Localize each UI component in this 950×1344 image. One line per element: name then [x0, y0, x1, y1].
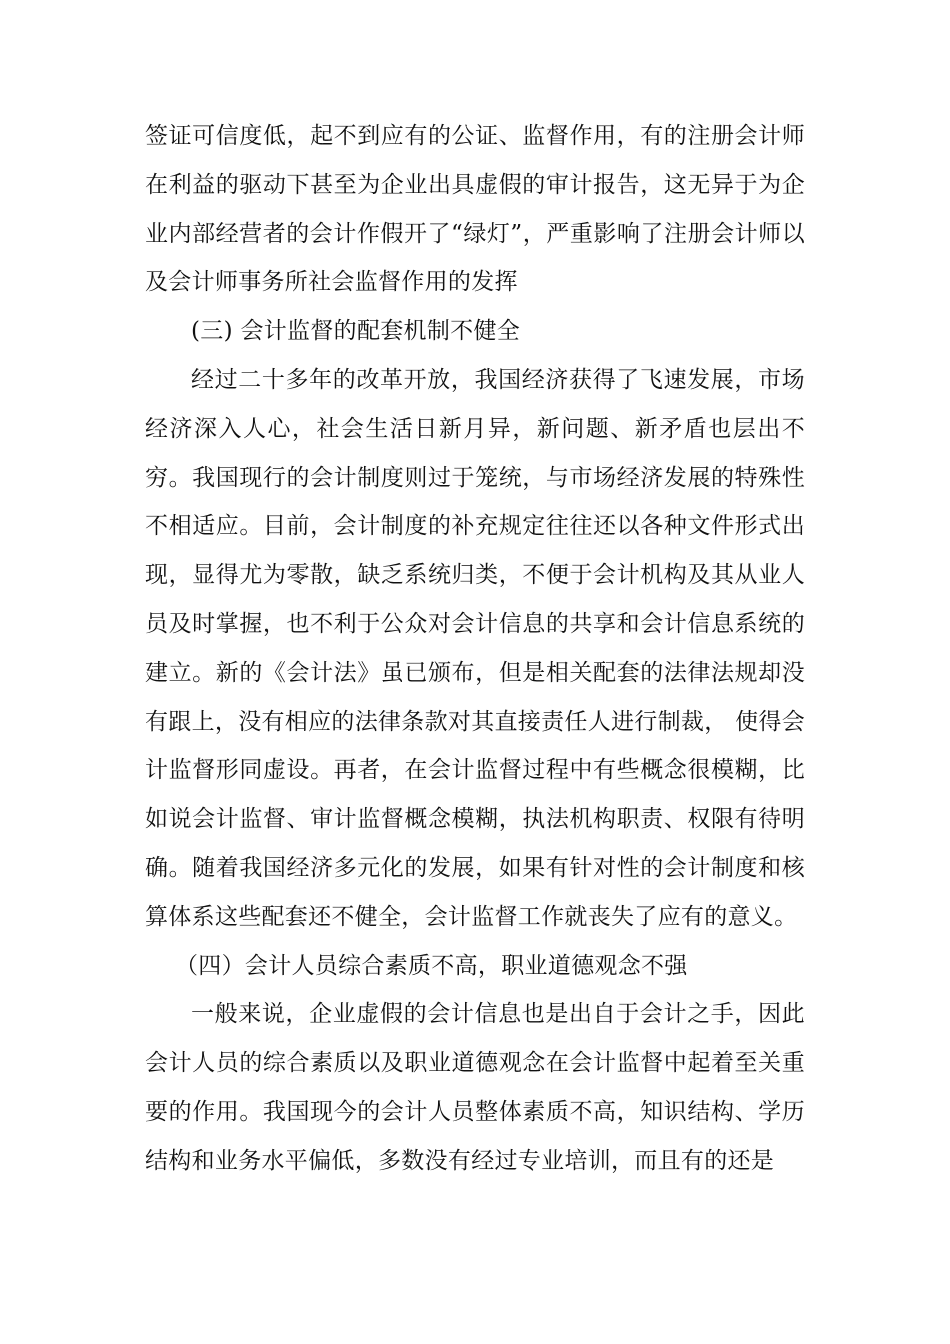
paragraph-section-3: 经过二十多年的改革开放，我国经济获得了飞速发展，市场经济深入人心，社会生活日新月异，新问题、新矛盾也层出不穷。我国现行的会计制度则过于笼统，与市场经济发展的特殊性不相适应。目前，会计制度的补充规定往往还以各种文件形式出现，显得尤为零散，缺乏系统归类，不便于会计机构及其从业人员及时掌握，也不利于公众对会计信息的共享和会计信息系统的建立。新的《会计法》虽已颁布，但是相关配套的法律法规却没有跟上，没有相应的法律条款对其直接责任人进行制裁， 使得会计监督形同虚设。再者，在会计监督过程中有些概念很模糊，比如说会计监督、审计监督概念模糊，执法机构职责、权限有待明确。随着我国经济多元化的发展，如果有针对性的会计制度和核算体系这些配套还不健全，会计监督工作就丧失了应有的意义。: [145, 366, 806, 930]
paragraph-section-4: 一般来说，企业虚假的会计信息也是出自于会计之手，因此会计人员的综合素质以及职业道德观念在会计监督中起着至关重要的作用。我国现今的会计人员整体素质不高，知识结构、学历结构和业务水平偏低，多数没有经过专业培训，而且有的还是: [145, 1001, 805, 1174]
section-heading-4: （四）会计人员综合素质不高，职业道德观念不强: [175, 952, 688, 979]
section-heading-3: (三) 会计监督的配套机制不健全: [191, 318, 521, 345]
document-page: [145, 112, 805, 1186]
paragraph-continuation: 签证可信度低，起不到应有的公证、监督作用，有的注册会计师在利益的驱动下甚至为企业出具虚假的审计报告，这无异于为企业内部经营者的会计作假开了“绿灯”，严重影响了注册会计师以及会计师事务所社会监督作用的发挥: [145, 123, 805, 296]
